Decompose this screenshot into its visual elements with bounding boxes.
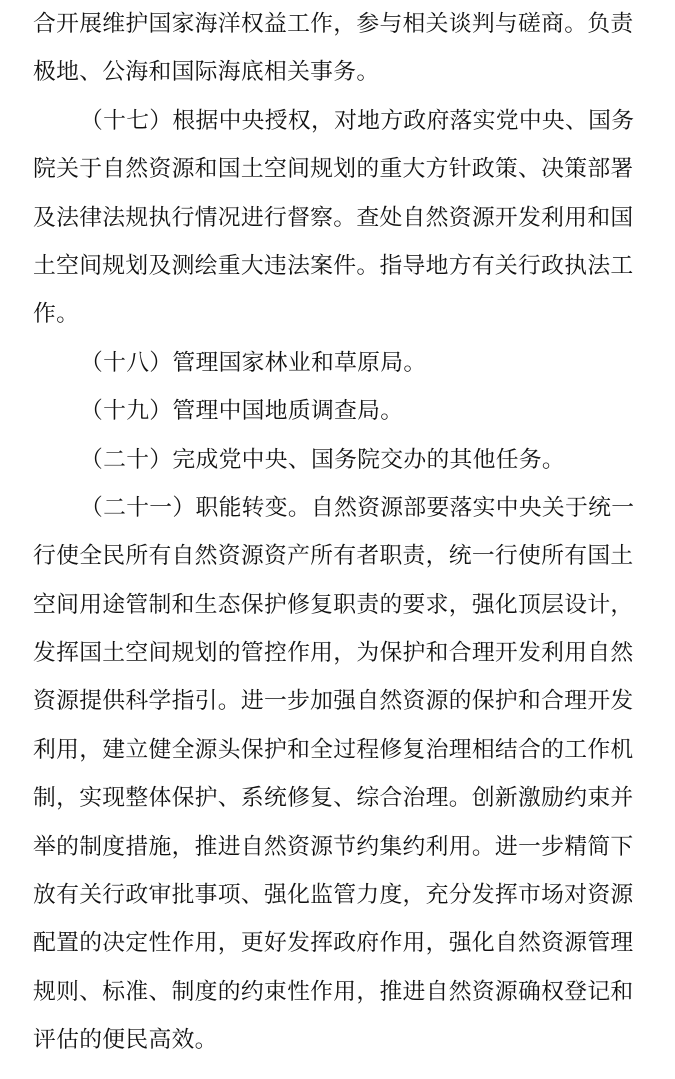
text-line-3: （十七）根据中央授权，对地方政府落实党中央、国务 [80,107,635,134]
text-line-4: 院关于自然资源和国土空间规划的重大方针政策、决策部署 [33,156,634,183]
text-line-21: 规则、标准、制度的约束性作用，推进自然资源确权登记和 [33,978,634,1005]
text-line-10: （二十）完成党中央、国务院交办的其他任务。 [80,446,566,473]
document-page [33,0,653,1065]
text-line-14: 发挥国土空间规划的管控作用，为保护和合理开发利用自然 [33,640,634,667]
text-line-5: 及法律法规执行情况进行督察。查处自然资源开发利用和国 [33,204,634,231]
text-line-16: 利用，建立健全源头保护和全过程修复治理相结合的工作机 [33,736,634,763]
text-line-8: （十八）管理国家林业和草原局。 [80,349,427,376]
text-line-11: （二十一）职能转变。自然资源部要落实中央关于统一 [80,494,635,521]
text-line-6: 土空间规划及测绘重大违法案件。指导地方有关行政执法工 [33,252,634,279]
text-line-22: 评估的便民高效。 [33,1027,218,1054]
text-line-1: 合开展维护国家海洋权益工作，参与相关谈判与磋商。负责 [33,11,634,37]
text-line-18: 举的制度措施，推进自然资源节约集约利用。进一步精简下 [33,833,634,860]
text-line-20: 配置的决定性作用，更好发挥政府作用，强化自然资源管理 [33,930,634,957]
text-line-9: （十九）管理中国地质调查局。 [80,398,404,425]
text-line-7: 作。 [33,301,80,328]
text-line-2: 极地、公海和国际海底相关事务。 [33,59,380,86]
text-line-19: 放有关行政审批事项、强化监管力度，充分发挥市场对资源 [33,882,634,909]
text-line-15: 资源提供科学指引。进一步加强自然资源的保护和合理开发 [33,688,634,715]
text-line-12: 行使全民所有自然资源资产所有者职责，统一行使所有国土 [33,543,634,570]
text-line-13: 空间用途管制和生态保护修复职责的要求，强化顶层设计， [33,591,634,618]
text-line-17: 制，实现整体保护、系统修复、综合治理。创新激励约束并 [33,785,634,812]
